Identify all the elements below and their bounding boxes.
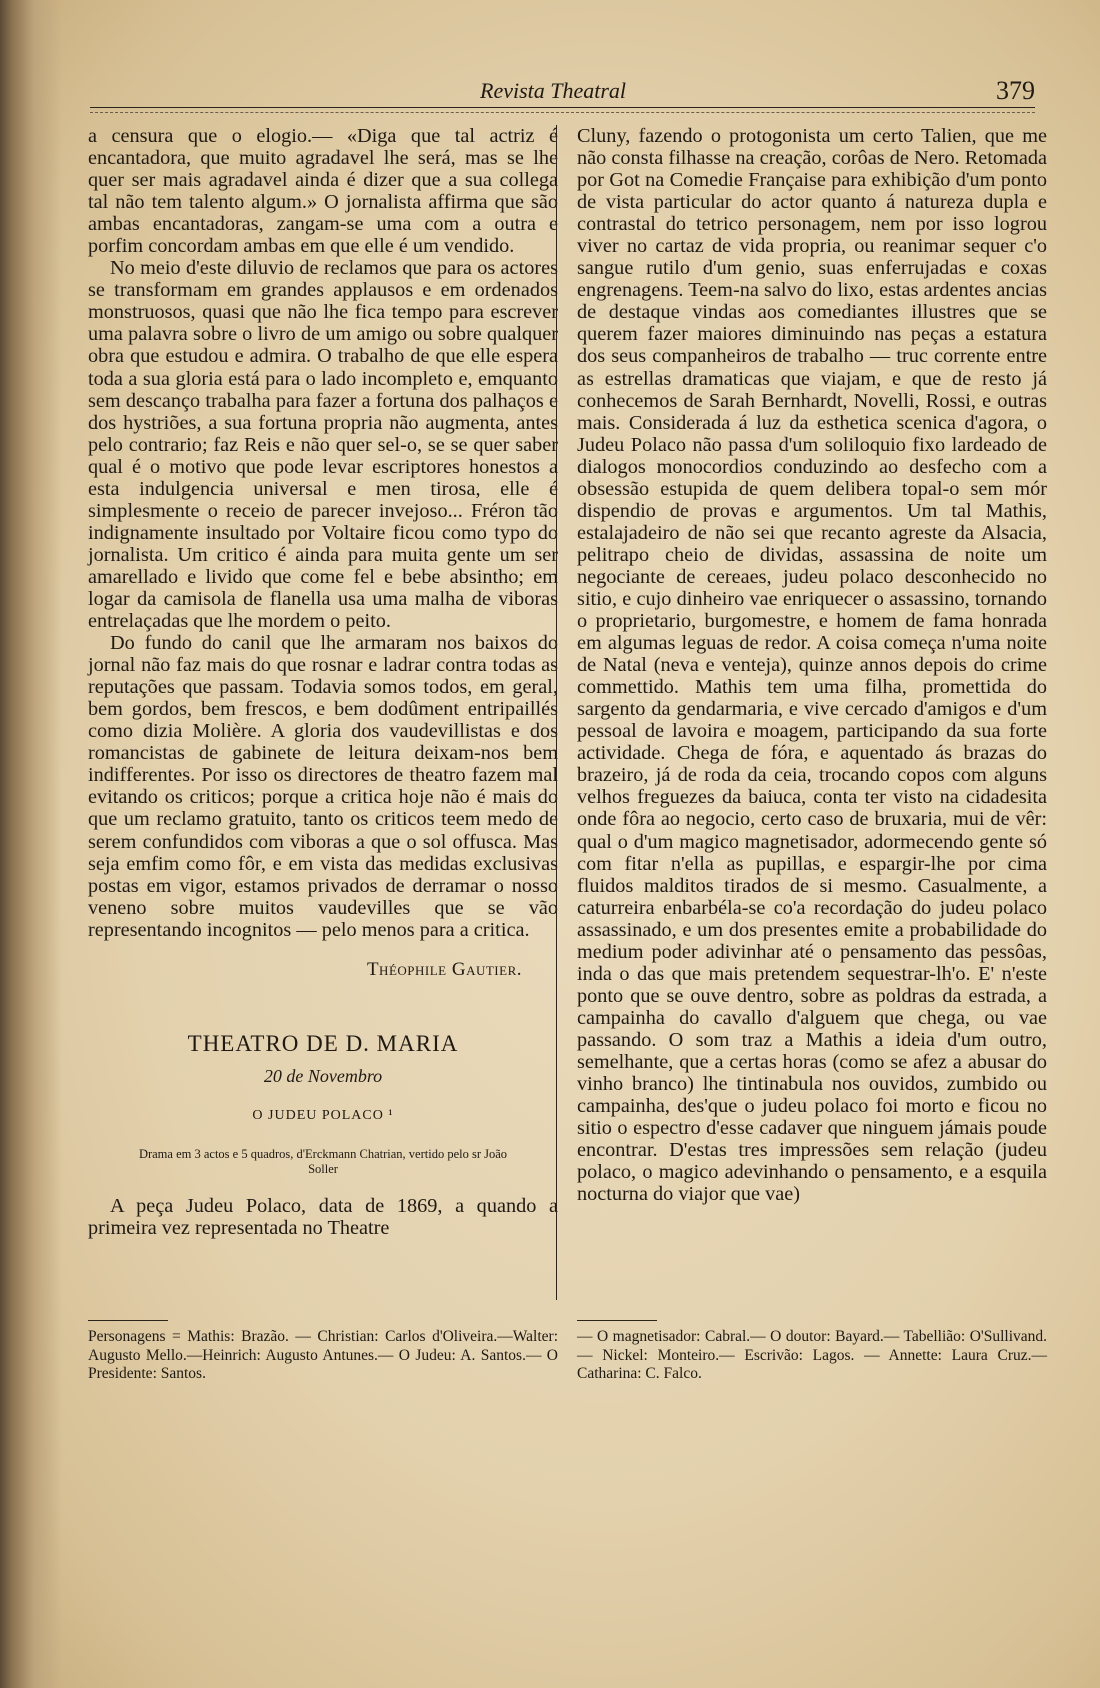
footnote-cast-right: — O magnetisador: Cabral.— O doutor: Bayard.— Tabellião: O'Sullivand.— Nickel: Monteiro.— Escrivão: Lagos. — Annette: Laura Cruz.— Catharina: C. Falco. (577, 1328, 1047, 1382)
paragraph-1: a censura que o elogio.— «Diga que tal actriz é encantadora, que muito agradavel lhe será, mas se lhe quer ser mais agradavel ainda é dizer que a sua collega tal não tem talento algum.» O jornalista affirma que são ambas encantadoras, zangam-se uma com a outra e porfim concordam ambas em que elle é um vendido. (88, 125, 558, 258)
footnote-rule-right (577, 1320, 657, 1321)
section-date: 20 de Novembro (263, 1065, 383, 1086)
author-signature: Théophile Gautier. (366, 958, 522, 980)
column-divider (556, 125, 557, 1300)
paragraph-2: No meio d'este diluvio de reclamos que para os actores se transformam em grandes applausos e em ordenados monstruosos, quasi que não lhe fica tempo para escrever uma palavra sobre o livro de um amigo ou sobre qualquer obra que estudou e admira. O trabalho de que elle espera toda a sua gloria está para o lado incompleto e, emquanto sem descanço trabalha para fazer a fortuna dos palhaços e dos hystriões, a sua fortuna propria não augmenta, antes pelo contrario; faz Reis e não quer sel-o, se se quer saber qual é o motivo que pode levar escriptores honestos a esta indulgencia universal e men tirosa, elle é simplesmente o receio de parecer invejoso... Fréron tão indignamente insultado por Voltaire ficou como typo do jornalista. Um critico é ainda para muita gente um ser amarellado e livido que come fel e bebe absintho; em logar da camisola de flanella usa uma malha de viboras entrelaçadas que lhe mordem o peito. (88, 257, 558, 633)
play-title: O JUDEU POLACO ¹ (252, 1107, 394, 1123)
right-column (577, 125, 1047, 1205)
play-intro-paragraph: A peça Judeu Polaco, data de 1869, a quando a primeira vez representada no Theatre (88, 1194, 558, 1239)
running-header (90, 78, 1035, 108)
book-spine-shadow (0, 0, 62, 1688)
paragraph-continued: Cluny, fazendo o protogonista um certo Talien, que me não consta filhasse na creação, corôas de Nero. Retomada por Got na Comedie Française para exhibição d'um ponto de vista particular do actor quanto á natureza dupla e contrastal do tetrico personagem, nem por isso logrou viver no cartaz de vida propria, ou reanimar sequer c'o sangue rutilo d'um genio, suas enferrujadas e coxas engrenagens. Teem-na salvo do lixo, estas ardentes ancias de destaque vindas aos comediantes illustres que se querem fazer maiores diminuindo nas peças a estatura dos seus companheiros de trabalho — truc corrente entre as estrellas dramaticas que viajam, e que de resto já conhecemos de Sarah Bernhardt, Novelli, Rossi, e outras mais. Considerada á luz da esthetica scenica d'agora, o Judeu Polaco não passa d'um soliloquio fixo lardeado de dialogos monocordios conduzindo ao desfecho com a obsessão estupida de quem delibera topal-o sem mór dispendio de provas e argumentos. Um tal Mathis, estalajadeiro de não sei que recanto agreste da Alsacia, pelitrapo cheio de dividas, assassina de noite um negociante de cereaes, judeu polaco desconhecido no sitio, e cujo dinheiro vae enriquecer o assassino, tornando o proprietario, burgomestre, e homem de fama honrada em algumas leguas de redor. A coisa começa n'uma noite de Natal (neva e venteja), quinze annos depois do crime commettido. Mathis tem uma filha, promettida do sargento da gendarmaria, e vive cercado d'amigos e d'um pessoal de lavoira e moagem, participando da sua forte actividade. Chega de fóra, e aquentado ás brazas do brazeiro, já de roda da ceia, trocando copos com alguns velhos freguezes da baiuca, conta ter visto na cidadesita onde fôra ao negocio, certo caso de bruxaria, mui de vêr: qual o d'um magico magnetisador, adormecendo gente só com fitar n'ella as pupillas, e espargir-lhe por cima fluidos malditos tirados de si mesmo. Casualmente, a caturreira enbarbéla-se co'a recordação do judeu polaco assassinado, e um dos presentes emite a probabilidade do medium poder adivinhar até o pensamento das pessôas, inda o das que mais pretendem sequestrar-lh'o. E' n'este ponto que se ouve dentro, sobre as poldras da estrada, a campainha do cavallo d'alguem que chega, ou vae passando. O som traz a Mathis a ideia d'um outro, semelhante, que a certas horas (como se afez a abusar do vinho branco) lhe tintinabula nos ouvidos, zumbido ou campainha, des'que o judeu polaco foi morto e ficou no sitio o espectro d'esse cadaver que ninguem jámais poude encontrar. D'estas tres impressões sem relação (judeu polaco, o magico adevinhando o pensamento, e a esquila nocturna do viajor que vae) (577, 125, 1047, 1206)
footnote-rule-left (88, 1320, 168, 1321)
play-description: Drama em 3 actos e 5 quadros, d'Erckmann Chatrian, vertido pelo sr João Soller (138, 1146, 508, 1176)
paragraph-3: Do fundo do canil que lhe armaram nos baixos do jornal não faz mais do que rosnar e ladrar contra todas as reputações que passam. Todavia somos todos, em geral, bem gordos, bem frescos, e bem dodûment entripaillés como dizia Molière. A gloria dos vaudevillistas e dos romancistas de gabinete de leitura deixam-nos bem indifferentes. Por isso os directores de theatro fazem mal evitando os criticos; porque a critica hoje não é mais do que um reclamo gratuito, tanto os criticos teem medo de serem confundidos com viboras a que o sol offusca. Mas seja emfim como fôr, e em vista das medidas exclusivas postas em vigor, estamos privados de derramar o nosso veneno sobre muitos vaudevilles que se vão representando incognitos — pelo menos para a critica. (88, 632, 558, 941)
header-rule-dashed (90, 112, 1035, 113)
header-rule (90, 107, 1035, 108)
journal-title: Revista Theatral (480, 78, 627, 103)
left-column (88, 125, 558, 1239)
page-number: 379 (996, 76, 1035, 105)
footnote-cast-left: Personagens = Mathis: Brazão. — Christian: Carlos d'Oliveira.—Walter: Augusto Mello.—Heinrich: Augusto Antunes.— O Judeu: A. Santos.— O Presidente: Santos. (88, 1328, 558, 1382)
section-title: THEATRO DE D. MARIA (187, 1030, 459, 1056)
